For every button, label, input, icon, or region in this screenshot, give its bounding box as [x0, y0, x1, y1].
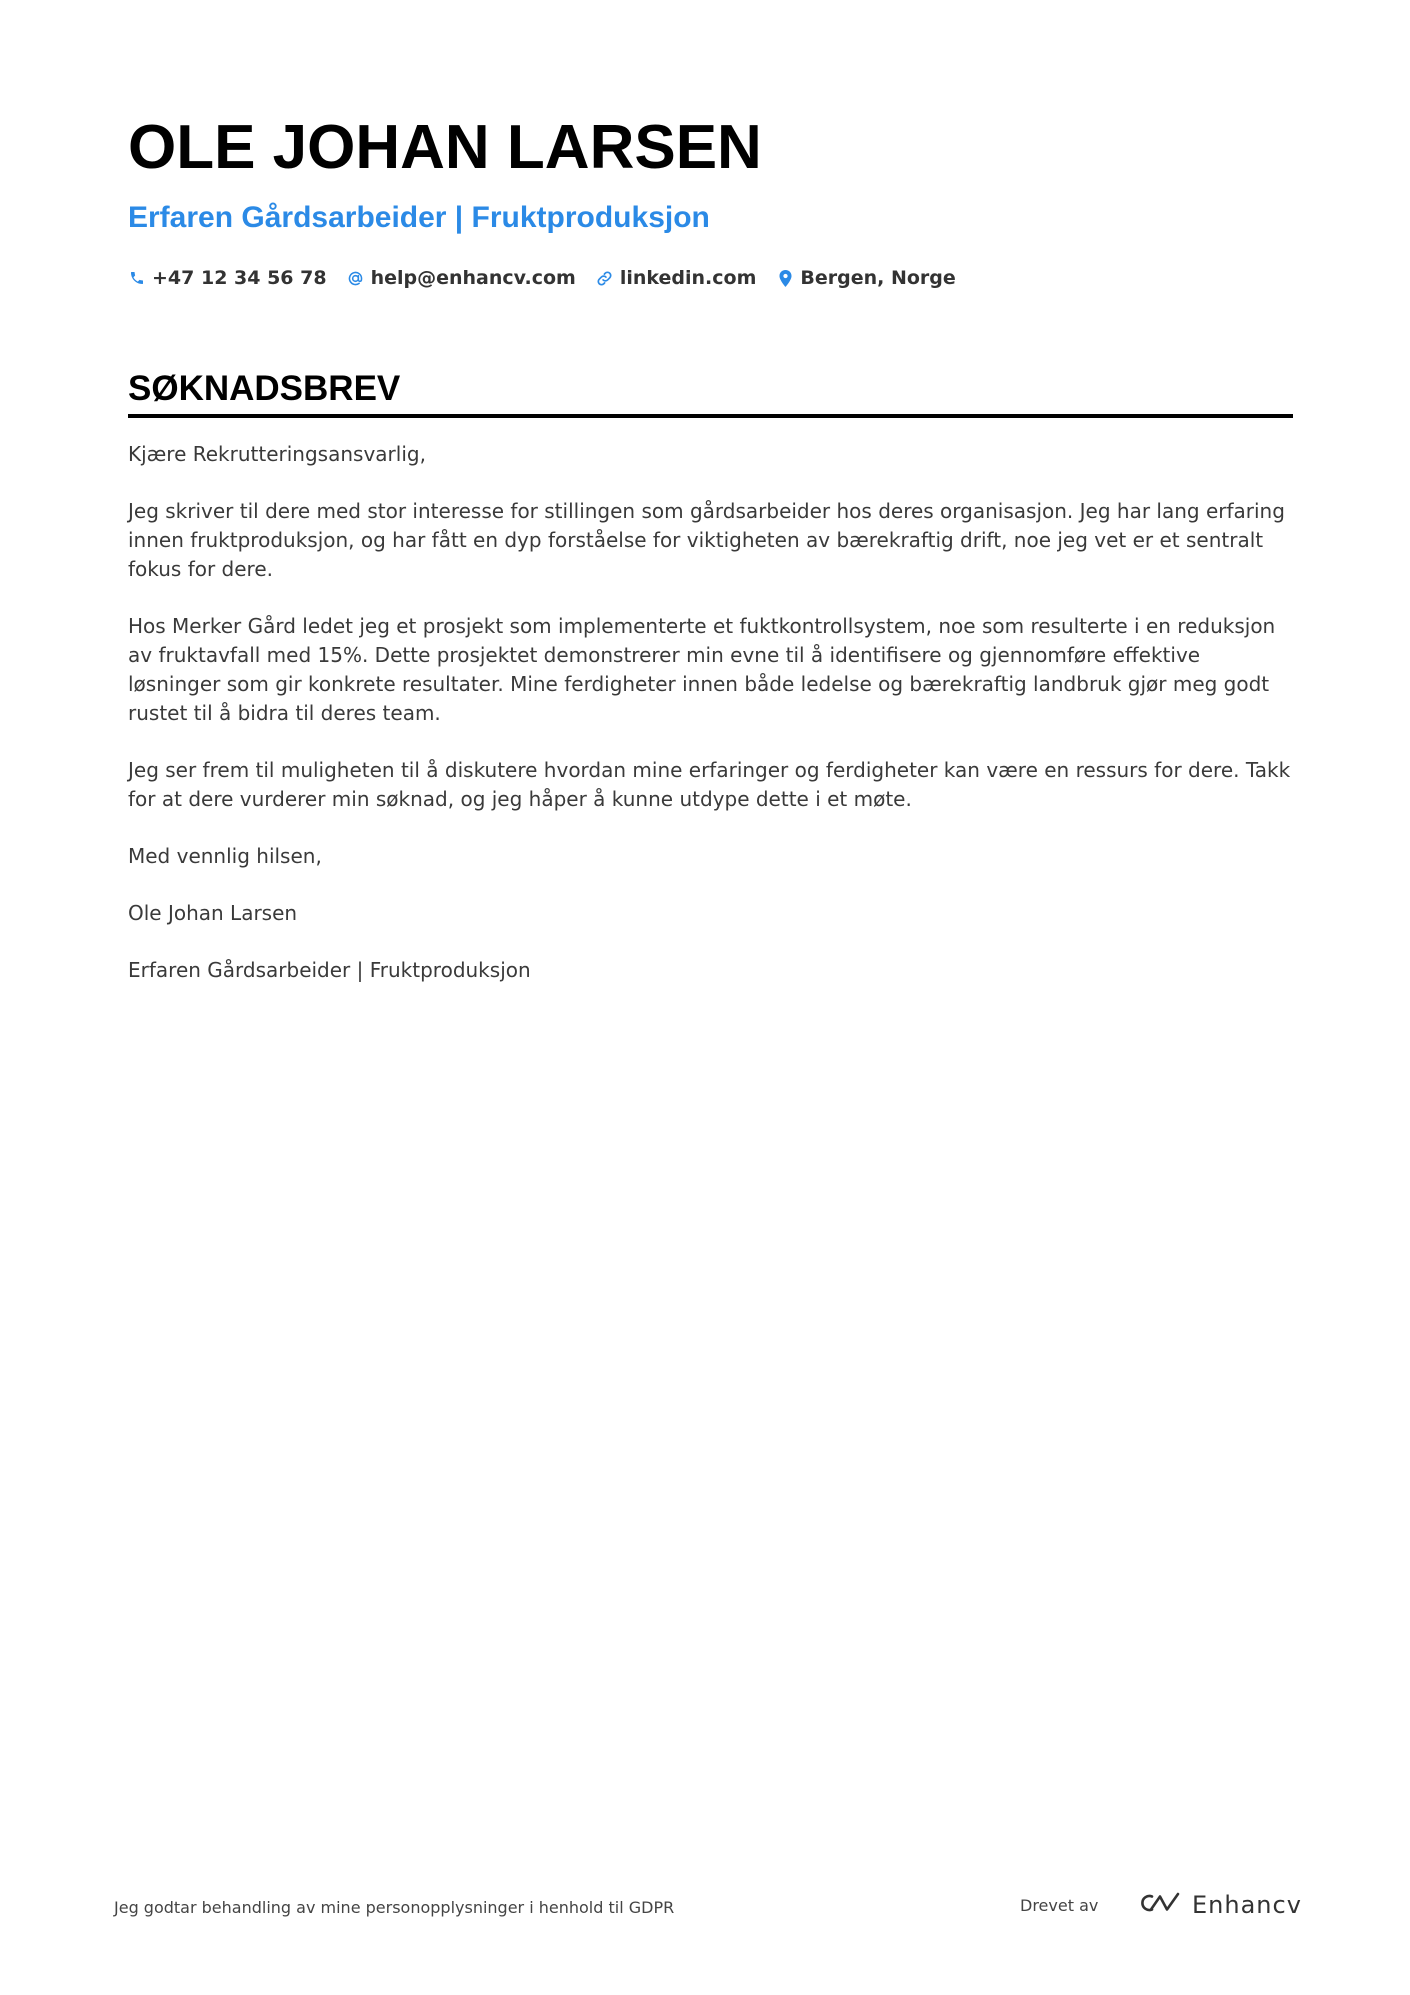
letter-paragraph: Jeg skriver til dere med stor interesse for stillingen som gårdsarbeider hos deres organisasjon. Jeg har lang erfaring innen fruktproduksjon, og har fått en dyp forståelse for viktigheten av bærekraftig drift, noe jeg vet er et sentralt fokus for dere. [128, 499, 1285, 581]
cover-letter-section [128, 366, 1293, 1013]
footer [114, 1890, 1302, 1930]
signature-name: Ole Johan Larsen [128, 901, 298, 925]
powered-by-label: Drevet av [1020, 1896, 1099, 1915]
contact-phone [128, 267, 327, 289]
enhancv-logo-icon [1138, 1890, 1184, 1920]
section-divider [128, 414, 1293, 418]
brand-name: Enhancv [1192, 1891, 1302, 1919]
letter-closing: Med vennlig hilsen, [128, 844, 322, 868]
linkedin-text: linkedin.com [619, 267, 757, 289]
location-text: Bergen, Norge [800, 267, 956, 289]
contact-info [128, 264, 1293, 292]
link-icon [596, 269, 614, 287]
at-icon [347, 269, 365, 287]
letter-greeting: Kjære Rekrutteringsansvarlig, [128, 442, 426, 466]
contact-email[interactable] [347, 267, 576, 289]
email-text: help@enhancv.com [370, 267, 576, 289]
location-pin-icon [776, 269, 794, 287]
section-title: SØKNADSBREV [128, 369, 401, 408]
phone-text: +47 12 34 56 78 [152, 267, 327, 289]
signature-title: Erfaren Gårdsarbeider | Fruktproduksjon [128, 958, 531, 982]
contact-linkedin[interactable] [596, 267, 757, 289]
letter-body [128, 440, 1293, 985]
applicant-headline: Erfaren Gårdsarbeider | Fruktproduksjon [128, 201, 710, 234]
enhancv-brand-link[interactable] [1138, 1890, 1302, 1920]
contact-location [776, 267, 955, 289]
letter-paragraph: Jeg ser frem til muligheten til å diskutere hvordan mine erfaringer og ferdigheter kan være en ressurs for dere. Takk for at dere vurderer min søknad, og jeg håper å kunne utdype dette i et møte. [128, 758, 1291, 811]
header [128, 108, 1293, 292]
gdpr-consent-text: Jeg godtar behandling av mine personopplysninger i henhold til GDPR [114, 1898, 675, 1917]
letter-paragraph: Hos Merker Gård ledet jeg et prosjekt som implementerte et fuktkontrollsystem, noe som resulterte i en reduksjon av fruktavfall med 15%. Dette prosjektet demonstrerer min evne til å identifisere og gjennomføre effektive løsninger som gir konkrete resultater. Mine ferdigheter innen både ledelse og bærekraftig landbruk gjør meg godt rustet til å bidra til deres team. [128, 614, 1276, 725]
phone-icon [128, 269, 146, 287]
applicant-name: OLE JOHAN LARSEN [128, 113, 762, 182]
